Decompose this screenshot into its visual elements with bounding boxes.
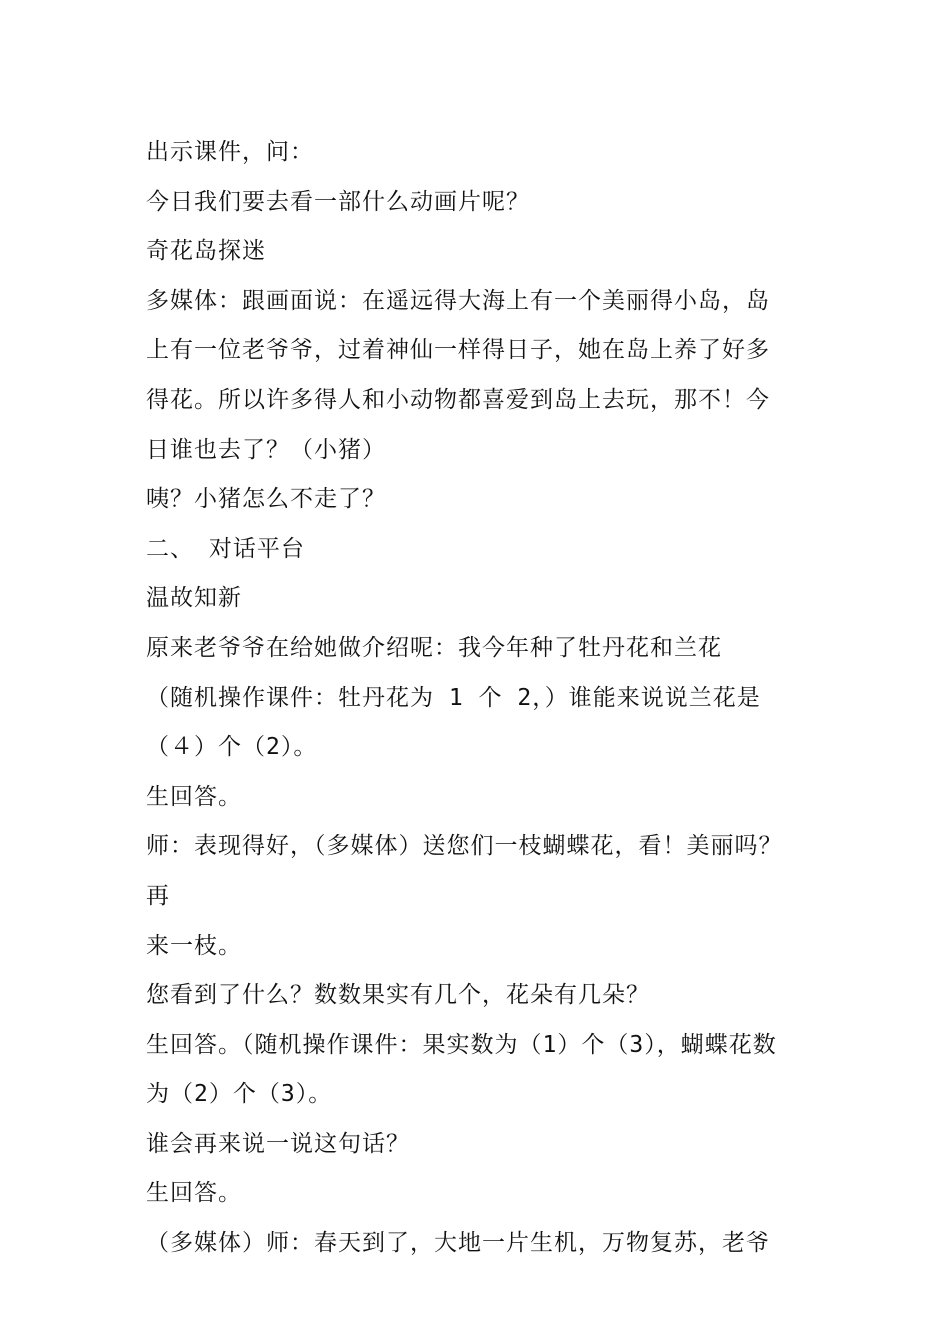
text-line: 日谁也去了？（小猪）	[146, 436, 386, 463]
text-line: 来一枝。	[146, 932, 242, 959]
text-line: 生回答。	[146, 783, 242, 810]
text-line: 师：表现得好，（多媒体）送您们一枝蝴蝶花，看！美丽吗？再	[146, 833, 783, 909]
text-line: （随机操作课件：牡丹花为 1 个 2，）谁能来说说兰花是	[146, 684, 761, 711]
text-line: 咦？小猪怎么不走了？	[146, 486, 386, 513]
text-line: 您看到了什么？数数果实有几个，花朵有几朵？	[146, 982, 650, 1009]
text-line: 生回答。	[146, 1180, 242, 1207]
text-line: 原来老爷爷在给她做介绍呢：我今年种了牡丹花和兰花	[146, 634, 722, 661]
text-line: 为（2）个（3）。	[146, 1081, 333, 1108]
section-heading: 二、 对话平台	[146, 535, 305, 562]
subsection-heading: 温故知新	[146, 585, 242, 612]
text-line: 上有一位老爷爷，过着神仙一样得日子，她在岛上养了好多	[146, 337, 770, 364]
text-line: 生回答。（随机操作课件：果实数为（1）个（3），蝴蝶花数	[146, 1031, 777, 1058]
text-line: 得花。所以许多得人和小动物都喜爱到岛上去玩，那不！今	[146, 386, 770, 413]
text-line: （多媒体）师：春天到了，大地一片生机，万物复苏，老爷	[146, 1230, 770, 1257]
document-body	[146, 128, 806, 1269]
text-line: 奇花岛探迷	[146, 238, 266, 265]
text-line: 出示课件，问：	[146, 139, 314, 165]
text-line: 今日我们要去看一部什么动画片呢？	[146, 188, 530, 215]
text-line: （４）个（2）。	[146, 734, 318, 761]
text-line: 谁会再来说一说这句话？	[146, 1130, 410, 1157]
text-line: 多媒体：跟画面说：在遥远得大海上有一个美丽得小岛，岛	[146, 287, 770, 314]
